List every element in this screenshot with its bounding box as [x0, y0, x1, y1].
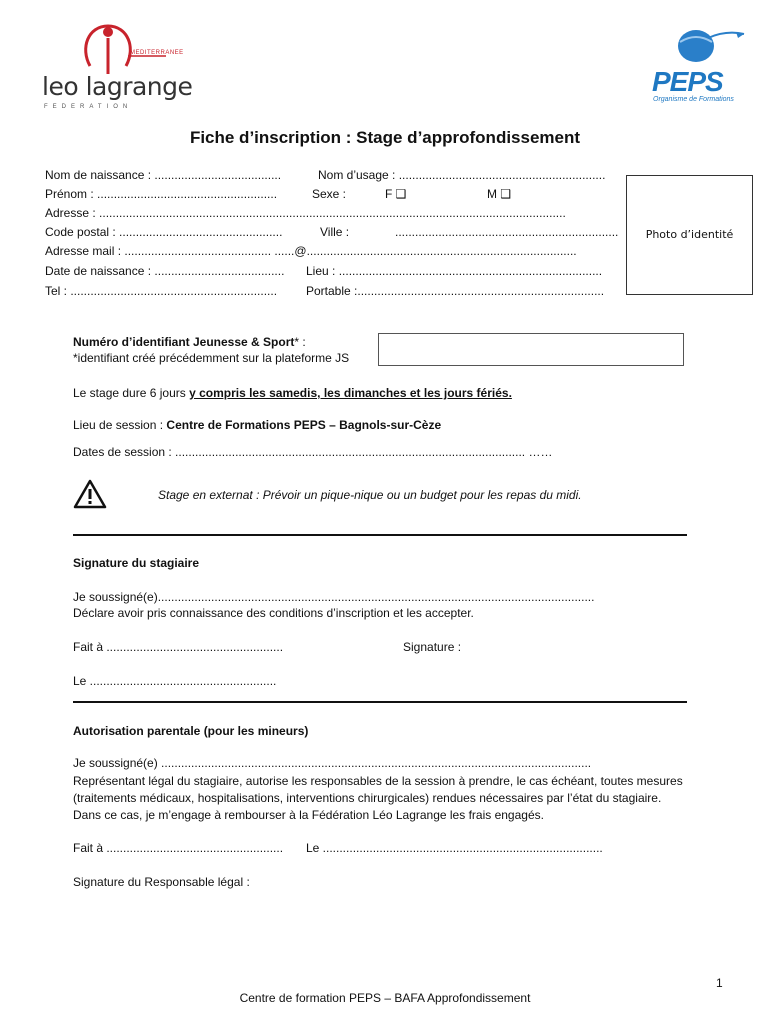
- signature-responsable-label: Signature du Responsable légal :: [73, 875, 250, 889]
- globe-icon: [670, 26, 750, 68]
- field-lieu[interactable]: Lieu : ...............................................................................: [306, 264, 603, 278]
- logo-sub: FEDERATION: [44, 104, 133, 110]
- field-ville[interactable]: ...................................................................: [395, 225, 619, 239]
- stage-duration: [73, 386, 512, 400]
- field-prenom[interactable]: Prénom : ......................................................: [45, 187, 278, 201]
- externat-note: Stage en externat : Prévoir un pique-nique ou un budget pour les repas du midi.: [158, 488, 582, 502]
- stage-duration-prefix: Le stage dure 6 jours: [73, 386, 190, 400]
- field-adresse[interactable]: Adresse : ............................................................................................................................................: [45, 206, 566, 220]
- autorisation-body: Représentant légal du stagiaire, autorise les responsables de la session à prendre, le cas échéant, toutes mesures (traitements médicaux, hospitalisations, interventions chirurgicales) rendues nécessaires par l’état du stagiaire. Dans ce cas, je m’engage à rembourser à la Fédération Léo Lagrange les frais engagés.: [73, 774, 683, 822]
- autorisation-heading: Autorisation parentale (pour les mineurs): [73, 724, 309, 738]
- peps-sub: Organisme de Formations: [653, 96, 734, 103]
- field-code-postal[interactable]: Code postal : .................................................: [45, 225, 283, 239]
- divider: [73, 534, 687, 536]
- warning-icon: [73, 478, 107, 510]
- field-portable[interactable]: Portable :..........................................................................: [306, 284, 605, 298]
- field-stagiaire-le[interactable]: Le ........................................................: [73, 674, 277, 688]
- page-number: 1: [716, 976, 723, 990]
- field-nom-naissance[interactable]: Nom de naissance : ......................................: [45, 168, 282, 182]
- checkbox-sexe-m[interactable]: M ❑: [487, 187, 512, 201]
- label-sexe: Sexe :: [312, 187, 347, 201]
- stagiaire-declare: Déclare avoir pris connaissance des conditions d’inscription et les accepter.: [73, 606, 474, 620]
- field-nom-usage[interactable]: Nom d’usage : ..............................................................: [318, 168, 606, 182]
- signature-stagiaire-heading: Signature du stagiaire: [73, 556, 200, 570]
- field-date-naissance[interactable]: Date de naissance : .......................................: [45, 264, 285, 278]
- divider: [73, 701, 687, 703]
- stagiaire-signature-label: Signature :: [403, 640, 462, 654]
- field-stagiaire-soussigne[interactable]: Je soussigné(e)...................................................................................................................................: [73, 590, 595, 604]
- js-note: *identifiant créé précédemment sur la plateforme JS: [73, 351, 350, 365]
- js-label: Numéro d’identifiant Jeunesse & Sport: [73, 335, 295, 349]
- stage-lieu: [73, 418, 441, 432]
- field-dates-session[interactable]: Dates de session : ......................................................................................................... ……: [73, 445, 553, 459]
- photo-label: Photo d’identité: [645, 228, 734, 241]
- field-tel[interactable]: Tel : ..............................................................: [45, 284, 278, 298]
- field-adresse-mail[interactable]: Adresse mail : ............................................ ......@.................................................................................: [45, 244, 577, 258]
- js-label-line: [73, 335, 306, 349]
- field-parent-fait-a[interactable]: Fait à .....................................................: [73, 841, 284, 855]
- js-id-input[interactable]: [378, 333, 684, 366]
- stage-lieu-value: Centre de Formations PEPS – Bagnols-sur-Cèze: [166, 418, 442, 432]
- checkbox-sexe-f[interactable]: F ❑: [385, 187, 407, 201]
- leo-lagrange-emblem-icon: [78, 18, 178, 78]
- footer-text: Centre de formation PEPS – BAFA Approfondissement: [239, 991, 531, 1005]
- field-stagiaire-fait-a[interactable]: Fait à .....................................................: [73, 640, 284, 654]
- page-title: Fiche d’inscription : Stage d’approfondissement: [189, 128, 581, 147]
- stage-duration-emph: y compris les samedis, les dimanches et les jours fériés.: [189, 386, 512, 400]
- peps-brand: PEPS: [652, 66, 723, 97]
- photo-box[interactable]: [626, 175, 753, 295]
- logo-tag: MEDITERRANEE: [130, 50, 184, 56]
- leo-lagrange-logo: [40, 18, 193, 113]
- js-label-suffix: * :: [294, 335, 306, 349]
- logo-brand: leo lagrange: [42, 72, 193, 101]
- label-ville: Ville :: [320, 225, 350, 239]
- field-parent-soussigne[interactable]: Je soussigné(e) .................................................................................................................................: [73, 756, 592, 770]
- stage-lieu-prefix: Lieu de session :: [73, 418, 167, 432]
- field-parent-le[interactable]: Le ....................................................................................: [306, 841, 603, 855]
- peps-logo: [640, 26, 750, 108]
